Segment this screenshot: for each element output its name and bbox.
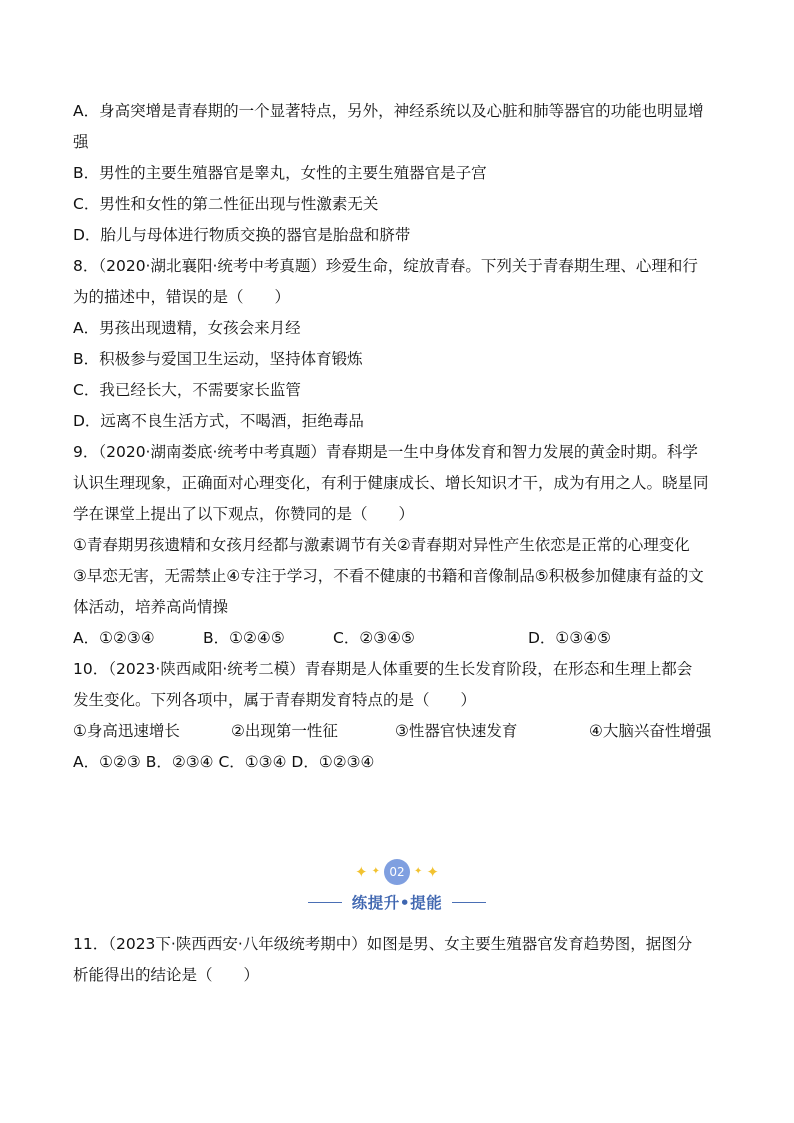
sparkle-icon: ✦ [371,866,380,877]
question-11 [73,929,725,991]
q9-stem-line3: 学在课堂上提出了以下观点，你赞同的是（ ） [73,505,415,523]
q10-items [73,716,725,747]
section-title-row [0,890,794,914]
q9-stem-line2: 认识生理现象，正确面对心理变化，有利于健康成长、增长知识才干，成为有用之人。晓星同 [73,474,709,492]
q9-option-a: A．①②③④ [73,629,155,647]
q8-stem-line2: 为的描述中，错误的是（ ） [73,288,291,306]
q11-stem-line2: 析能得出的结论是（ ） [73,966,260,984]
q8-option-a: A．男孩出现遗精，女孩会来月经 [73,319,301,337]
section-badge-row [0,856,794,888]
q8-stem-line1: 8．（2020·湖北襄阳·统考中考真题）珍爱生命，绽放青春。下列关于青春期生理、心理和行 [73,257,698,275]
q7-option-d: D．胎儿与母体进行物质交换的器官是胎盘和脐带 [73,226,411,244]
q10-item-2: ②出现第一性征 [231,722,338,740]
question-block [73,96,725,778]
q9-statement-line3: 体活动，培养高尚情操 [73,598,229,616]
q10-options: A．①②③ B．②③④ C．①③④ D．①②③④ [73,753,375,771]
q9-options [73,623,725,654]
divider [308,902,342,903]
q10-item-4: ④大脑兴奋性增强 [589,722,712,740]
q9-option-d: D．①③④⑤ [528,629,612,647]
divider [452,902,486,903]
q8-option-c: C．我已经长大，不需要家长监管 [73,381,301,399]
q9-option-b: B．①②④⑤ [203,629,285,647]
q10-stem-line2: 发生变化。下列各项中，属于青春期发育特点的是（ ） [73,691,477,709]
q10-stem-line1: 10．（2023·陕西咸阳·统考二模）青春期是人体重要的生长发育阶段，在形态和生理上都会 [73,660,693,678]
section-header [0,852,794,922]
q10-item-3: ③性器官快速发育 [395,722,518,740]
q9-statement-line2: ③早恋无害，无需禁止④专注于学习，不看不健康的书籍和音像制品⑤积极参加健康有益的文 [73,567,704,585]
q10-item-1: ①身高迅速增长 [73,722,180,740]
q9-statement-line1: ①青春期男孩遗精和女孩月经都与激素调节有关②青春期对异性产生依恋是正常的心理变化 [73,536,690,554]
section-title: 练提升•提能 [351,894,443,912]
section-number-badge: 02 [384,859,410,885]
q8-option-b: B．积极参与爱国卫生运动，坚持体育锻炼 [73,350,363,368]
q7-option-b: B．男性的主要生殖器官是睾丸，女性的主要生殖器官是子宫 [73,164,487,182]
q9-option-c: C．②③④⑤ [333,629,415,647]
sparkle-icon: ✦ [355,862,368,881]
q8-option-d: D．远离不良生活方式，不喝酒，拒绝毒品 [73,412,364,430]
sparkle-icon: ✦ [414,866,423,877]
q11-stem-line1: 11．（2023下·陕西西安·八年级统考期中）如图是男、女主要生殖器官发育趋势图，据图分 [73,935,693,953]
q7-option-c: C．男性和女性的第二性征出现与性激素无关 [73,195,379,213]
sparkle-icon: ✦ [426,862,439,881]
q7-option-a-line1: A．身高突增是青春期的一个显著特点，另外，神经系统以及心脏和肺等器官的功能也明显增 [73,102,704,120]
q7-option-a-line2: 强 [73,133,89,151]
q9-stem-line1: 9．（2020·湖南娄底·统考中考真题）青春期是一生中身体发育和智力发展的黄金时期。科学 [73,443,698,461]
